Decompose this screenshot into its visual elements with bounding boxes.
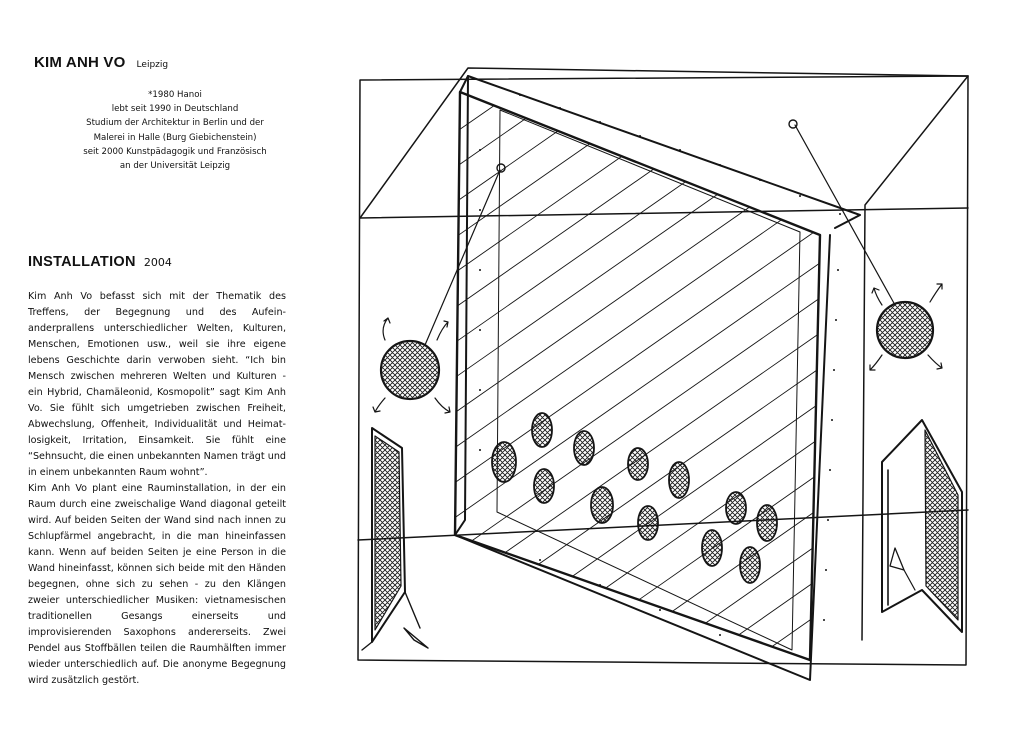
ceiling-diagonal-left (360, 68, 968, 218)
bio-line: Studium der Architektur in Berlin und der (86, 118, 264, 129)
sleeve-openings (492, 413, 777, 583)
bio-line: lebt seit 1990 in Deutschland (111, 104, 239, 115)
sleeve-opening (534, 469, 554, 503)
section-title: INSTALLATION (28, 254, 136, 270)
pendulum-right (789, 120, 942, 370)
sleeve-opening (702, 530, 722, 566)
sleeve-opening (740, 547, 760, 583)
artist-bio (40, 88, 310, 173)
section-year: 2004 (143, 256, 172, 269)
sleeve-opening (492, 442, 516, 482)
sleeve-opening (574, 431, 594, 465)
bio-line: seit 2000 Kunstpädagogik und Französisch (83, 146, 267, 157)
bio-line: an der Universität Leipzig (119, 161, 231, 172)
sleeve-opening (726, 492, 746, 524)
door-left (362, 428, 428, 650)
sleeve-opening (628, 448, 648, 480)
artist-city: Leipzig (136, 60, 169, 70)
sleeve-opening (757, 505, 777, 541)
wall-front-face (455, 92, 820, 660)
description-text (28, 289, 286, 689)
installation-sketch (340, 50, 980, 700)
description-paragraph: Kim Anh Vo plant eine Rauminstallation, in der ein Raum durch eine zweischalige Wand diagonal geteilt wird. Auf beiden Seiten der Wand sind nach innen zu Schlupfärmel angebracht, in die man hineinfassen kann. Wenn auf beiden Seiten je eine Person in die Wand hineinfasst, können sich beide mit den Händen begegnen, ohne sich zu sehen - zu den Klängen zweier unterschiedlicher Musiken: vietnamesischen traditionellen Gesangs einerseits und improvisierenden Saxophons andererseits. Zwei Pendel aus Stoffbällen teilen die Raumhälften immer wieder unterschiedlich auf. Die anonyme Begegnung wird zusätzlich gestört. (28, 483, 286, 686)
room-back-floor-edge (358, 510, 968, 540)
artist-header (34, 52, 168, 71)
sleeve-opening (669, 462, 689, 498)
sleeve-opening (638, 506, 658, 540)
sleeve-opening (532, 413, 552, 447)
sleeve-opening (591, 487, 613, 523)
door-right (882, 420, 962, 632)
room-back-ceiling-edge (360, 208, 968, 218)
description-paragraph: Kim Anh Vo befasst sich mit der Thematik des Treffens, der Begegnung und des Aufein-anderprallens unterschiedlicher Welten, Kulturen, Menschen, Emotionen usw., weil sie ihre eigene lebens Geschichte darin verwoben sieht. “Ich bin Mensch zwischen mehreren Welten und Kulturen - ein Hybrid, Chamäleonid, Kosmopolit” sagt Kim Anh Vo. Sie fühlt sich umgetrieben zwischen Freiheit, Abwechslung, Offenheit, Individualität und Heimat-losigkeit, Irritation, Einsamkeit. Sie fühlt eine “Sehnsucht, die einen unbekannten Namen trägt und in einem unbekannten Raum wohnt”. (28, 291, 286, 478)
section-header (28, 251, 172, 270)
wall-hatching (430, 60, 860, 655)
wall-top-edge (468, 76, 860, 228)
bio-line: Malerei in Halle (Burg Giebichenstein) (93, 132, 257, 143)
bio-line: *1980 Hanoi (148, 90, 202, 100)
pendulum-left (373, 164, 505, 413)
artist-name: KIM ANH VO (34, 54, 126, 71)
room-outline (358, 76, 968, 665)
